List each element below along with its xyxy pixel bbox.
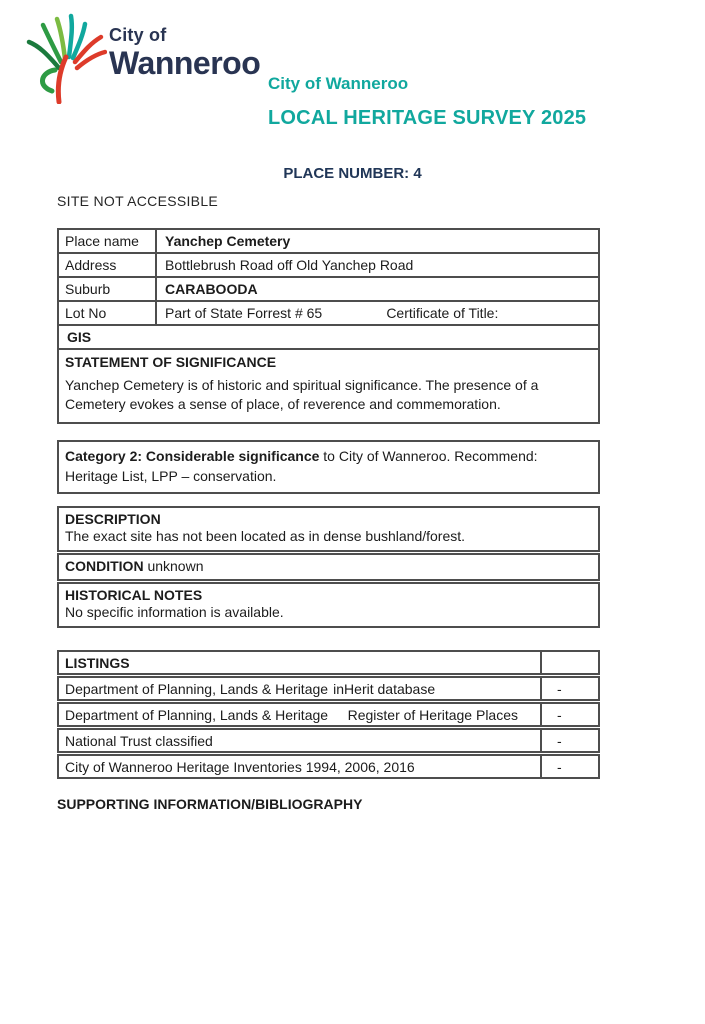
condition-text: unknown (143, 558, 204, 574)
table-row (58, 325, 599, 349)
assessment-section (57, 506, 600, 628)
listing-source-cell (59, 730, 540, 751)
category-box (57, 440, 600, 494)
condition-heading: CONDITION (65, 558, 144, 574)
description-text: The exact site has not been located as in dense bushland/forest. (65, 528, 466, 544)
lot-no-label: Lot No (58, 301, 156, 325)
site-access-note: SITE NOT ACCESSIBLE (57, 193, 219, 209)
supporting-information-heading: SUPPORTING INFORMATION/BIBLIOGRAPHY (57, 796, 363, 812)
listing-detail: inHerit database (333, 680, 436, 697)
gis-label: GIS (58, 325, 599, 349)
place-name-value: Yanchep Cemetery (156, 229, 599, 253)
listings-heading: LISTINGS (65, 654, 130, 671)
listing-detail: Register of Heritage Places (347, 706, 519, 723)
suburb-value: CARABOODA (156, 277, 599, 301)
table-row (58, 349, 599, 423)
suburb-label: Suburb (58, 277, 156, 301)
listing-source-cell (59, 678, 540, 699)
place-name-label: Place name (58, 229, 156, 253)
address-label: Address (58, 253, 156, 277)
listing-status: - (540, 730, 598, 751)
listing-status: - (540, 704, 598, 725)
table-row (57, 754, 600, 779)
place-details-section (57, 228, 600, 424)
place-details-table (57, 228, 600, 424)
listings-status-header (540, 652, 598, 673)
listing-source: National Trust classified (65, 732, 213, 749)
supporting-information-section (57, 796, 600, 837)
document-title: LOCAL HERITAGE SURVEY 2025 (268, 107, 587, 129)
table-row (58, 301, 599, 325)
logo-line1: City of (109, 25, 167, 45)
description-heading: DESCRIPTION (65, 511, 161, 527)
listing-source: Department of Planning, Lands & Heritage (65, 680, 329, 697)
supporting-information-empty-row (57, 819, 600, 837)
table-row (57, 728, 600, 753)
table-row (58, 253, 599, 277)
table-row (57, 702, 600, 727)
table-row (57, 676, 600, 701)
table-row (58, 229, 599, 253)
logo-line2: Wanneroo (109, 45, 261, 81)
place-number: PLACE NUMBER: 4 (283, 165, 422, 182)
city-of-wanneroo-logo (25, 12, 260, 104)
category-text: to City of Wanneroo. Recommend: Heritage List, LPP – conservation. (65, 448, 538, 484)
listing-status: - (540, 678, 598, 699)
listing-status: - (540, 756, 598, 777)
lot-no-value-cell (156, 301, 599, 325)
address-value: Bottlebrush Road off Old Yanchep Road (156, 253, 599, 277)
significance-heading: STATEMENT OF SIGNIFICANCE (65, 354, 277, 370)
logo-wordmark (109, 26, 260, 79)
historical-notes-box (57, 582, 600, 628)
kangaroo-paw-icon (25, 12, 107, 104)
listing-source: City of Wanneroo Heritage Inventories 1994, 2006, 2016 (65, 758, 415, 775)
historical-notes-heading: HISTORICAL NOTES (65, 587, 203, 603)
certificate-of-title-label: Certificate of Title: (386, 305, 499, 321)
masthead (268, 74, 586, 130)
table-row (58, 277, 599, 301)
masthead-org: City of Wanneroo (268, 74, 409, 93)
statement-of-significance-cell (58, 349, 599, 423)
category-heading: Category 2: Considerable significance (65, 448, 320, 464)
historical-notes-text: No specific information is available. (65, 604, 284, 620)
description-box (57, 506, 600, 552)
condition-box (57, 553, 600, 581)
listing-source-cell (59, 704, 540, 725)
significance-text: Yanchep Cemetery is of historic and spiritual significance. The presence of a Cemetery evokes a sense of place, of reverence and commemoration. (65, 377, 539, 412)
listing-source: Department of Planning, Lands & Heritage (65, 706, 329, 723)
listings-section (57, 650, 600, 779)
listing-source-cell (59, 756, 540, 777)
lot-no-value: Part of State Forrest # 65 (165, 305, 323, 321)
listings-header-row (57, 650, 600, 675)
